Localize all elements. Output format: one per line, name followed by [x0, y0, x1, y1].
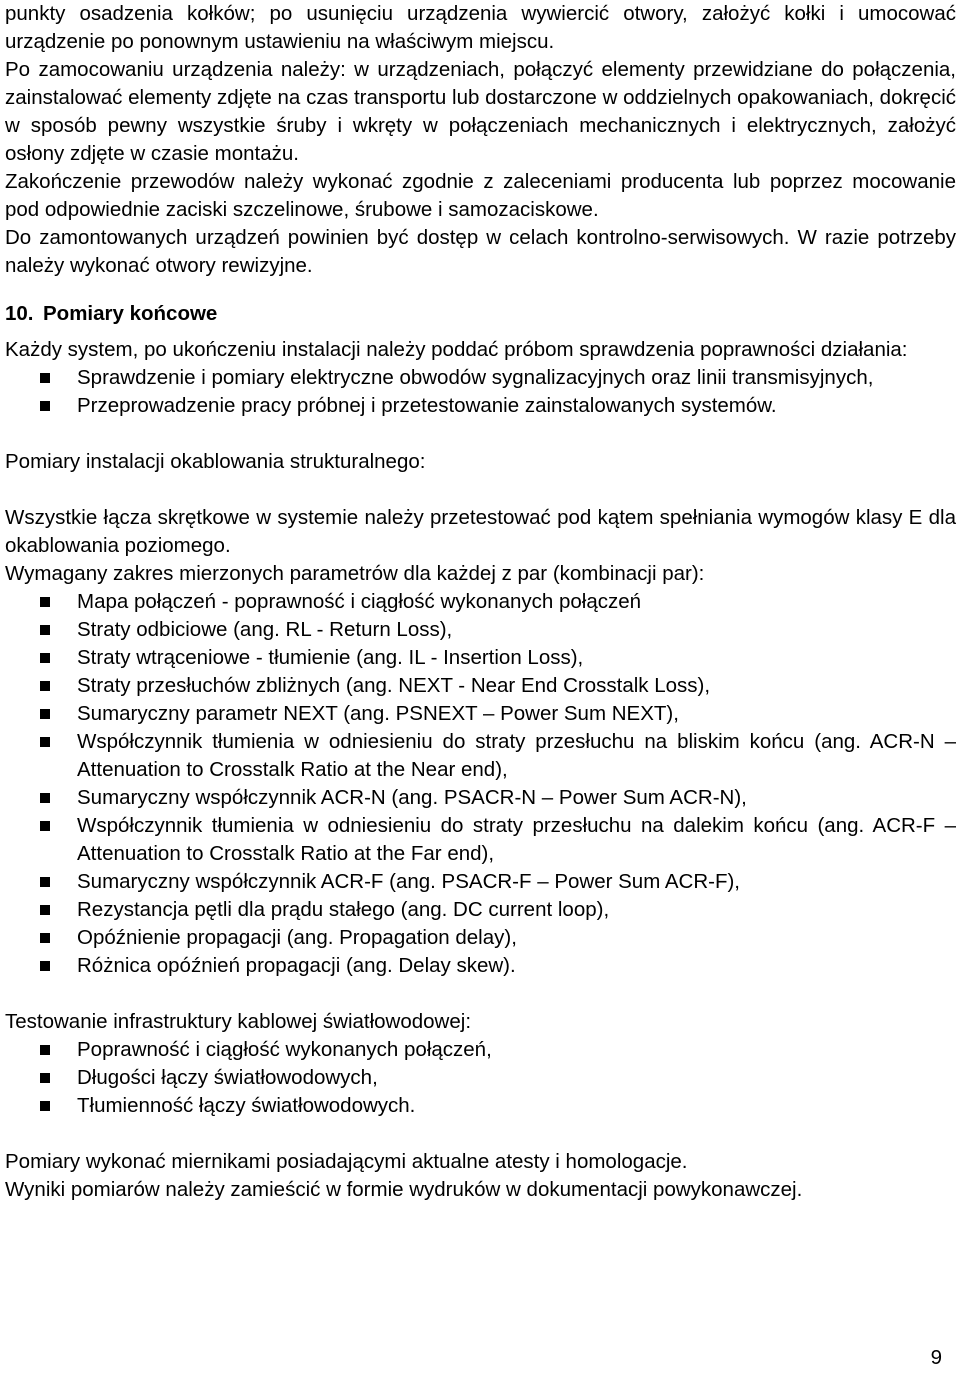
- paragraph-parameters-intro: Wymagany zakres mierzonych parametrów dla każdej z par (kombinacji par):: [5, 562, 705, 585]
- paragraph-service-access: Do zamontowanych urządzeń powinien być dostęp w celach kontrolno-serwisowych. W razie potrzeby należy wykonać otwory rewizyjne.: [5, 226, 956, 277]
- document-page: [5, 0, 956, 1204]
- paragraph-twisted-pair: Wszystkie łącza skrętkowe w systemie należy przetestować pod kątem spełniania wymogów klasy E dla okablowania poziomego.: [5, 506, 956, 557]
- list-item: Straty wtrąceniowe - tłumienie (ang. IL - Insertion Loss),: [5, 644, 956, 672]
- paragraph-after-mounting: Po zamocowaniu urządzenia należy: w urządzeniach, połączyć elementy przewidziane do połączenia, zainstalować elementy zdjęte na czas transportu lub dostarczone w oddzielnych opakowaniach, dokręcić w sposób pewny wszystkie śruby i wkręty w połączeniach mechanicznych i elektrycznych, założyć osłony zdjęte w czasie montażu.: [5, 58, 956, 165]
- cabling-parameters-list: [5, 588, 956, 980]
- list-item: Przeprowadzenie pracy próbnej i przetestowanie zainstalowanych systemów.: [5, 392, 956, 420]
- list-item: Straty przesłuchów zbliżnych (ang. NEXT - Near End Crosstalk Loss),: [5, 672, 956, 700]
- paragraph-results: Wyniki pomiarów należy zamieścić w formie wydruków w dokumentacji powykonawczej.: [5, 1178, 803, 1201]
- page-number: 9: [930, 1346, 942, 1369]
- list-item: Straty odbiciowe (ang. RL - Return Loss),: [5, 616, 956, 644]
- paragraph-system-tests-intro: Każdy system, po ukończeniu instalacji należy poddać próbom sprawdzenia poprawności działania:: [5, 338, 908, 361]
- system-tests-list: [5, 364, 956, 420]
- paragraph-meters: Pomiary wykonać miernikami posiadającymi aktualne atesty i homologacje.: [5, 1150, 688, 1173]
- paragraph-mounting-holes: punkty osadzenia kołków; po usunięciu urządzenia wywiercić otwory, założyć kołki i umocować urządzenie po ponownym ustawieniu na właściwym miejscu.: [5, 2, 956, 53]
- list-item: Współczynnik tłumienia w odniesieniu do straty przesłuchu na bliskim końcu (ang. ACR-N – Attenuation to Crosstalk Ratio at the Near end),: [5, 728, 956, 784]
- list-item: Rezystancja pętli dla prądu stałego (ang. DC current loop),: [5, 896, 956, 924]
- paragraph-wire-termination: Zakończenie przewodów należy wykonać zgodnie z zaleceniami producenta lub poprzez mocowanie pod odpowiednie zaciski szczelinowe, śrubowe i samozaciskowe.: [5, 170, 956, 221]
- list-item: Długości łączy światłowodowych,: [5, 1064, 956, 1092]
- list-item: Poprawność i ciągłość wykonanych połączeń,: [5, 1036, 956, 1064]
- fiber-tests-list: [5, 1036, 956, 1120]
- list-item: Mapa połączeń - poprawność i ciągłość wykonanych połączeń: [5, 588, 956, 616]
- section-number: 10.: [5, 302, 34, 325]
- section-title: Pomiary końcowe: [43, 302, 218, 325]
- fiber-heading: Testowanie infrastruktury kablowej światłowodowej:: [5, 1010, 472, 1033]
- list-item: Współczynnik tłumienia w odniesieniu do straty przesłuchu na dalekim końcu (ang. ACR-F – Attenuation to Crosstalk Ratio at the Far end),: [5, 812, 956, 868]
- list-item: Sprawdzenie i pomiary elektryczne obwodów sygnalizacyjnych oraz linii transmisyjnych,: [5, 364, 956, 392]
- list-item: Tłumienność łączy światłowodowych.: [5, 1092, 956, 1120]
- section-heading: [5, 300, 956, 328]
- cabling-heading: Pomiary instalacji okablowania strukturalnego:: [5, 450, 426, 473]
- list-item: Sumaryczny współczynnik ACR-N (ang. PSACR-N – Power Sum ACR-N),: [5, 784, 956, 812]
- list-item: Sumaryczny parametr NEXT (ang. PSNEXT – Power Sum NEXT),: [5, 700, 956, 728]
- list-item: Sumaryczny współczynnik ACR-F (ang. PSACR-F – Power Sum ACR-F),: [5, 868, 956, 896]
- list-item: Opóźnienie propagacji (ang. Propagation delay),: [5, 924, 956, 952]
- list-item: Różnica opóźnień propagacji (ang. Delay skew).: [5, 952, 956, 980]
